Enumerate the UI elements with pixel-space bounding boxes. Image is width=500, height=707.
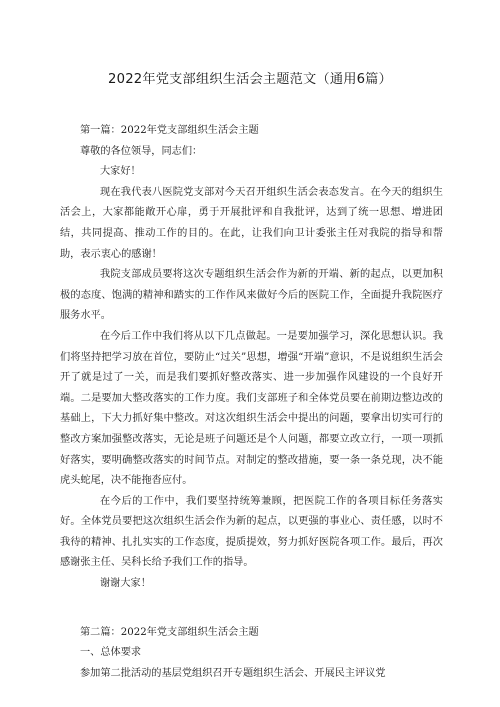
section-2-paragraph-1: 参加第二批活动的基层党组织召开专题组织生活会、开展民主评议党 xyxy=(80,667,386,679)
document-body xyxy=(60,121,443,684)
thanks: 谢谢大家！ xyxy=(100,578,151,590)
section-1-heading: 第一篇：2022年党支部组织生活会主题 xyxy=(80,125,259,136)
section-2-heading: 第二篇：2022年党支部组织生活会主题 xyxy=(80,626,259,638)
hello: 大家好！ xyxy=(100,166,141,178)
document-title: 2022年党支部组织生活会主题范文（通用6篇） xyxy=(108,72,392,87)
paragraph-4: 在今后的工作中，我们要坚持统筹兼顾，把医院工作的各项目标任务落实好。全体党员要把这次组织生活会作为新的起点，以更强的事业心、责任感，以时不我待的精神、扎扎实实的工作态度，提质提效，努力抓好医院各项工作。最后，再次感谢张主任、吴科长给予我们工作的指导。 xyxy=(60,495,443,569)
paragraph-1: 现在我代表八医院党支部对今天召开组织生活会表态发言。在今天的组织生活会上，大家都能敞开心扉，勇于开展批评和自我批评，达到了统一思想、增进团结，共同提高、推动工作的目的。在此，让我们向卫计委张主任对我院的指导和帮助，表示衷心的感谢！ xyxy=(60,186,443,260)
section-gap xyxy=(60,595,443,623)
section-2-subheading: 一、总体要求 xyxy=(80,647,142,659)
paragraph-2: 我院支部成员要将这次专题组织生活会作为新的开端、新的起点，以更加积极的态度、饱满的精神和踏实的工作作风来做好今后的医院工作，全面提升我院医疗服务水平。 xyxy=(60,269,443,322)
greeting: 尊敬的各位领导，同志们： xyxy=(80,145,203,157)
paragraph-3: 在今后工作中我们将从以下几点做起。一是要加强学习，深化思想认识。我们将坚持把学习放在首位，要防止“过关”思想，增强“开端”意识，不是说组织生活会开了就是过了一关，而是我们要抓好整改落实、进一步加强作风建设的一个良好开端。二是要加大整改落实的工作力度。我们支部班子和全体党员要在前期边整边改的基础上，下大力抓好集中整改。对这次组织生活会中提出的问题，要拿出切实可行的整改方案加强整改落实，无论是班子问题还是个人问题，都要立改立行，一项一项抓好落实，要明确整改落实的时间节点。对制定的整改措施，要一条一条兑现，决不能虎头蛇尾，决不能拖沓应付。 xyxy=(60,330,443,487)
